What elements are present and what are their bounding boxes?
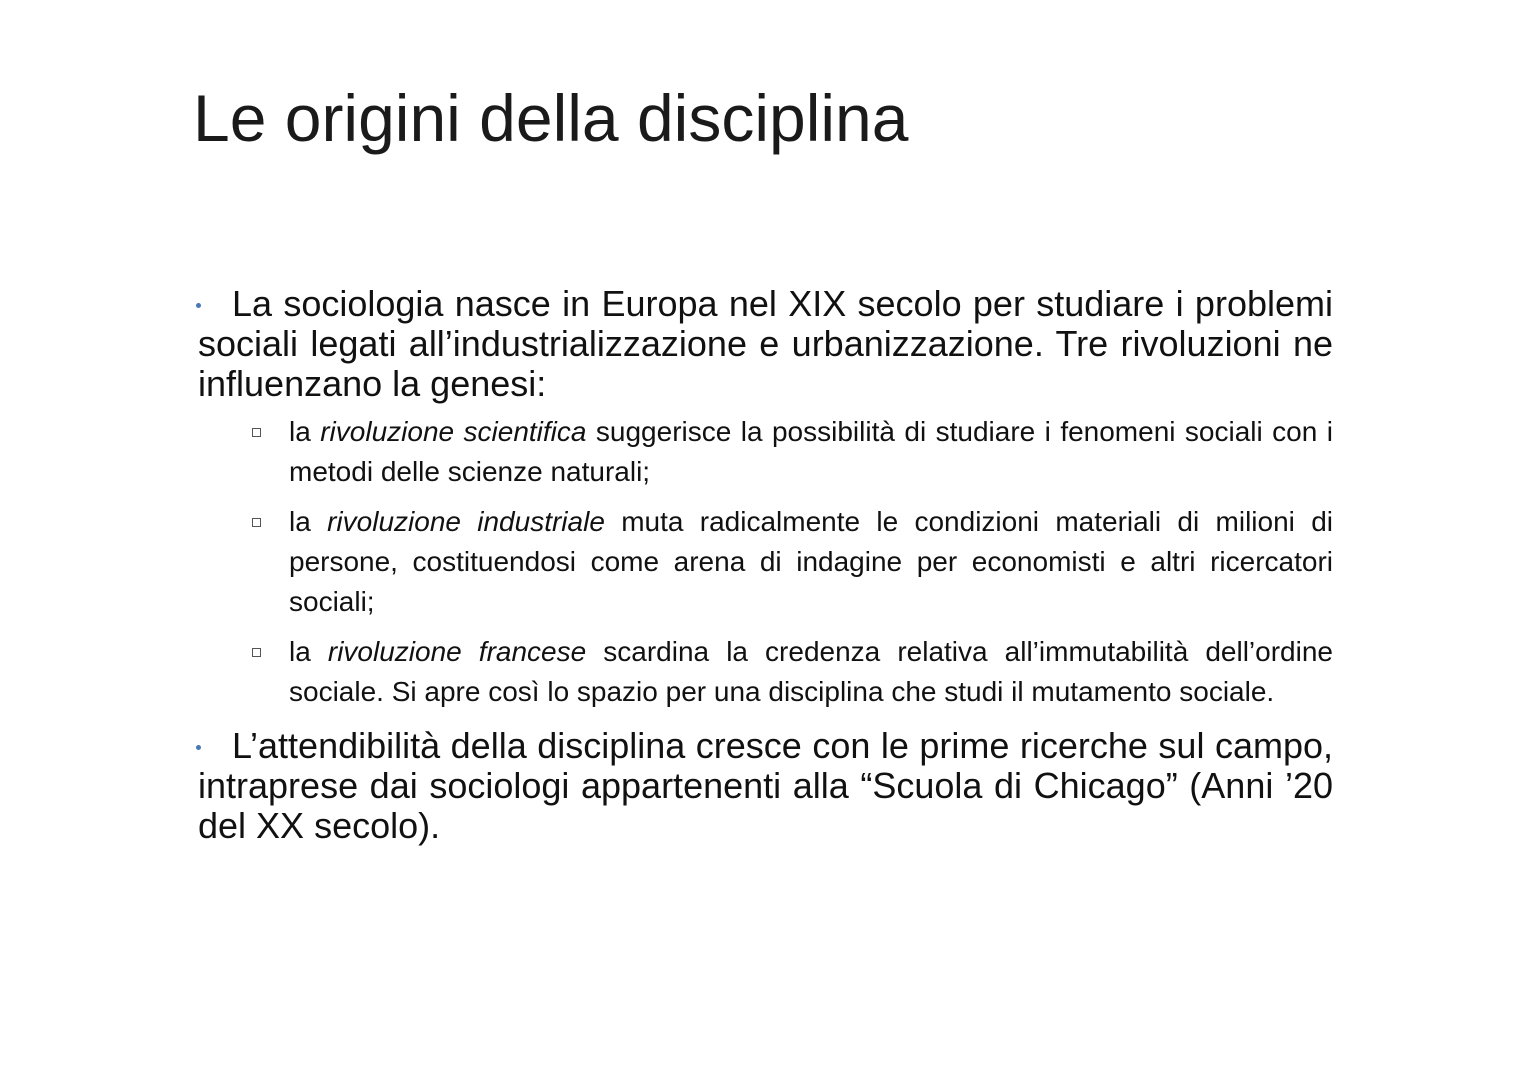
bullet-dot-icon: [196, 303, 201, 308]
bullet-closing-text: L’attendibilità della disciplina cresce con le prime ricerche sul campo, intraprese dai sociologi appartenenti alla “Scuola di Chicago” (Anni ’20 del XX secolo).: [198, 725, 1333, 846]
list-item-revolution-industrial: [289, 502, 1333, 622]
item-term: rivoluzione francese: [327, 636, 587, 667]
revolutions-list: [198, 412, 1333, 712]
slide-title: Le origini della disciplina: [193, 81, 909, 155]
item-prefix: la: [289, 416, 321, 447]
item-text: suggerisce la possibilità di studiare i fenomeni sociali con i metodi delle scienze naturali;: [289, 416, 1333, 487]
square-bullet-icon: [252, 428, 261, 437]
item-term: rivoluzione scientifica: [320, 416, 587, 447]
item-prefix: la: [289, 506, 328, 537]
item-term: rivoluzione industriale: [327, 506, 605, 537]
slide-body: [198, 284, 1333, 846]
list-item-revolution-scientific: [289, 412, 1333, 492]
list-item-revolution-french: [289, 632, 1333, 712]
bullet-intro: [198, 284, 1333, 404]
item-text: scardina la credenza relativa all’immutabilità dell’ordine sociale. Si apre così lo spazio per una disciplina che studi il mutamento sociale.: [289, 636, 1333, 707]
bullet-closing: [198, 726, 1333, 846]
item-text: muta radicalmente le condizioni materiali di milioni di persone, costituendosi come arena di indagine per economisti e altri ricercatori sociali;: [289, 506, 1333, 617]
square-bullet-icon: [252, 518, 261, 527]
bullet-dot-icon: [196, 745, 201, 750]
bullet-intro-text: La sociologia nasce in Europa nel XIX secolo per studiare i problemi sociali legati all’industrializzazione e urbanizzazione. Tre rivoluzioni ne influenzano la genesi:: [198, 283, 1333, 404]
square-bullet-icon: [252, 648, 261, 657]
item-prefix: la: [289, 636, 328, 667]
